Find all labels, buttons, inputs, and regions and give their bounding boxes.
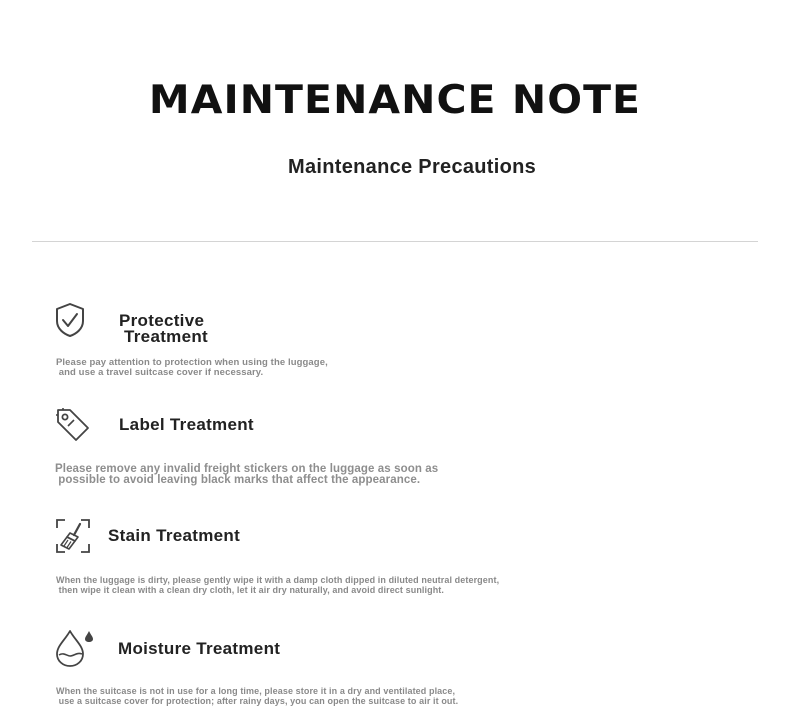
section-heading-label: Label Treatment: [119, 415, 254, 434]
shield-check-icon: [55, 302, 87, 338]
price-tags-icon: [55, 407, 91, 443]
divider: [32, 241, 758, 242]
section-heading-moisture: Moisture Treatment: [118, 639, 281, 658]
section-description-moisture: When the suitcase is not in use for a long time, please store it in a dry and ventilated place, use a suitcase cover for protection; after rainy days, you can open the suitcase to air it out.: [56, 686, 459, 706]
water-drops-icon: [55, 628, 95, 668]
page-subtitle: Maintenance Precautions: [288, 156, 537, 178]
section-description-protective: Please pay attention to protection when using the luggage, and use a travel suitcase cover if necessary.: [56, 357, 328, 378]
section-description-label: Please remove any invalid freight stickers on the luggage as soon as possible to avoid leaving black marks that affect the appearance.: [55, 463, 439, 486]
section-heading-stain: Stain Treatment: [108, 526, 241, 545]
page-title: MAINTENANCE NOTE: [148, 78, 642, 123]
cleaning-brush-icon: [55, 518, 91, 554]
section-heading-protective: Protective Treatment: [119, 311, 208, 346]
section-description-stain: When the luggage is dirty, please gently wipe it with a damp cloth dipped in diluted neutral detergent, then wipe it clean with a clean dry cloth, let it air dry naturally, and avoid direct sunlight.: [56, 575, 500, 595]
